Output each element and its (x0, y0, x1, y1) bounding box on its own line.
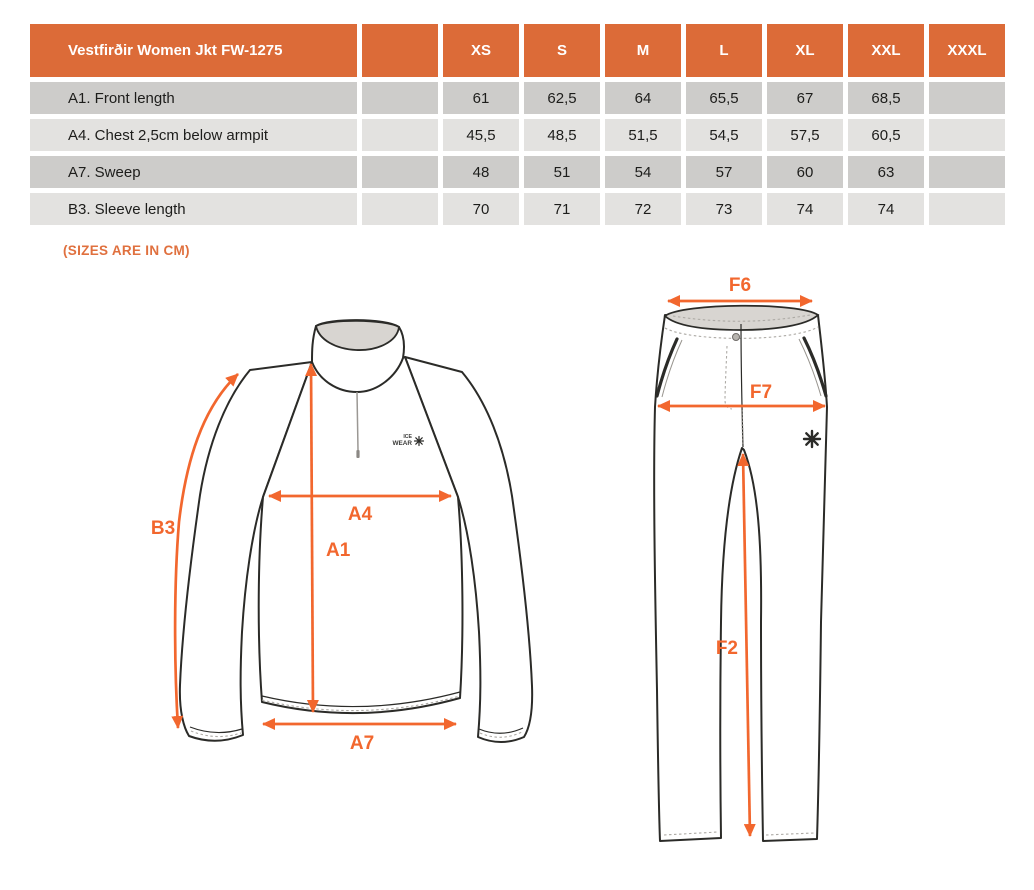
measurement-value: 67 (767, 82, 843, 114)
size-column-header-m: M (605, 24, 681, 77)
measurement-value: 70 (443, 193, 519, 225)
measurement-value (929, 193, 1005, 225)
measurement-value: 54,5 (686, 119, 762, 151)
row-spacer (362, 119, 438, 151)
jacket-zipper (357, 392, 358, 450)
size-column-header-xl: XL (767, 24, 843, 77)
size-column-header-xxxl: XXXL (929, 24, 1005, 77)
snowflake-icon (415, 437, 424, 446)
measurement-value: 74 (848, 193, 924, 225)
sizes-in-cm-note: (SIZES ARE IN CM) (63, 243, 190, 258)
measurement-value: 61 (443, 82, 519, 114)
measurement-label: A4. Chest 2,5cm below armpit (30, 119, 357, 151)
measurement-label: A7. Sweep (30, 156, 357, 188)
measurement-value: 48 (443, 156, 519, 188)
size-column-header-s: S (524, 24, 600, 77)
measurement-value: 48,5 (524, 119, 600, 151)
row-spacer (362, 82, 438, 114)
table-title: Vestfirðir Women Jkt FW-1275 (30, 24, 357, 77)
jacket-diagram (140, 300, 560, 770)
measurement-value: 54 (605, 156, 681, 188)
measurement-value: 71 (524, 193, 600, 225)
pants-diagram (620, 270, 920, 870)
measure-label-a1: A1 (326, 540, 351, 561)
logo-text-line1: ICE (403, 434, 412, 440)
measurement-value: 57,5 (767, 119, 843, 151)
measurement-value: 68,5 (848, 82, 924, 114)
dimension-arrow-f2 (743, 454, 750, 836)
size-column-header-l: L (686, 24, 762, 77)
table-header-spacer (362, 24, 438, 77)
measure-label-b3: B3 (150, 518, 176, 539)
size-column-header-xs: XS (443, 24, 519, 77)
measurement-value: 73 (686, 193, 762, 225)
pants-body (654, 315, 827, 841)
measurement-value: 45,5 (443, 119, 519, 151)
measurement-value: 51 (524, 156, 600, 188)
measure-label-f6: F6 (728, 275, 752, 296)
measurement-value: 57 (686, 156, 762, 188)
measure-label-a4: A4 (347, 504, 373, 525)
row-spacer (362, 156, 438, 188)
measurement-value: 60 (767, 156, 843, 188)
waist-button (733, 334, 740, 341)
measurement-label: A1. Front length (30, 82, 357, 114)
measurement-label: B3. Sleeve length (30, 193, 357, 225)
measurement-value (929, 119, 1005, 151)
measurement-value: 63 (848, 156, 924, 188)
measurement-value: 74 (767, 193, 843, 225)
measurement-value: 64 (605, 82, 681, 114)
row-spacer (362, 193, 438, 225)
measurement-value: 51,5 (605, 119, 681, 151)
measure-label-f2: F2 (715, 638, 738, 659)
zipper-pull (356, 450, 359, 458)
measurement-value: 65,5 (686, 82, 762, 114)
size-table (30, 24, 1005, 225)
jacket-outline (180, 320, 532, 742)
pants-outline (654, 306, 827, 841)
measure-label-a7: A7 (349, 733, 375, 754)
measurement-value (929, 82, 1005, 114)
measure-label-f7: F7 (749, 382, 773, 403)
measurement-value (929, 156, 1005, 188)
size-column-header-xxl: XXL (848, 24, 924, 77)
measurement-value: 72 (605, 193, 681, 225)
measurement-value: 60,5 (848, 119, 924, 151)
snowflake-icon (804, 431, 820, 447)
logo-text-line2: WEAR (392, 440, 412, 447)
measurement-value: 62,5 (524, 82, 600, 114)
